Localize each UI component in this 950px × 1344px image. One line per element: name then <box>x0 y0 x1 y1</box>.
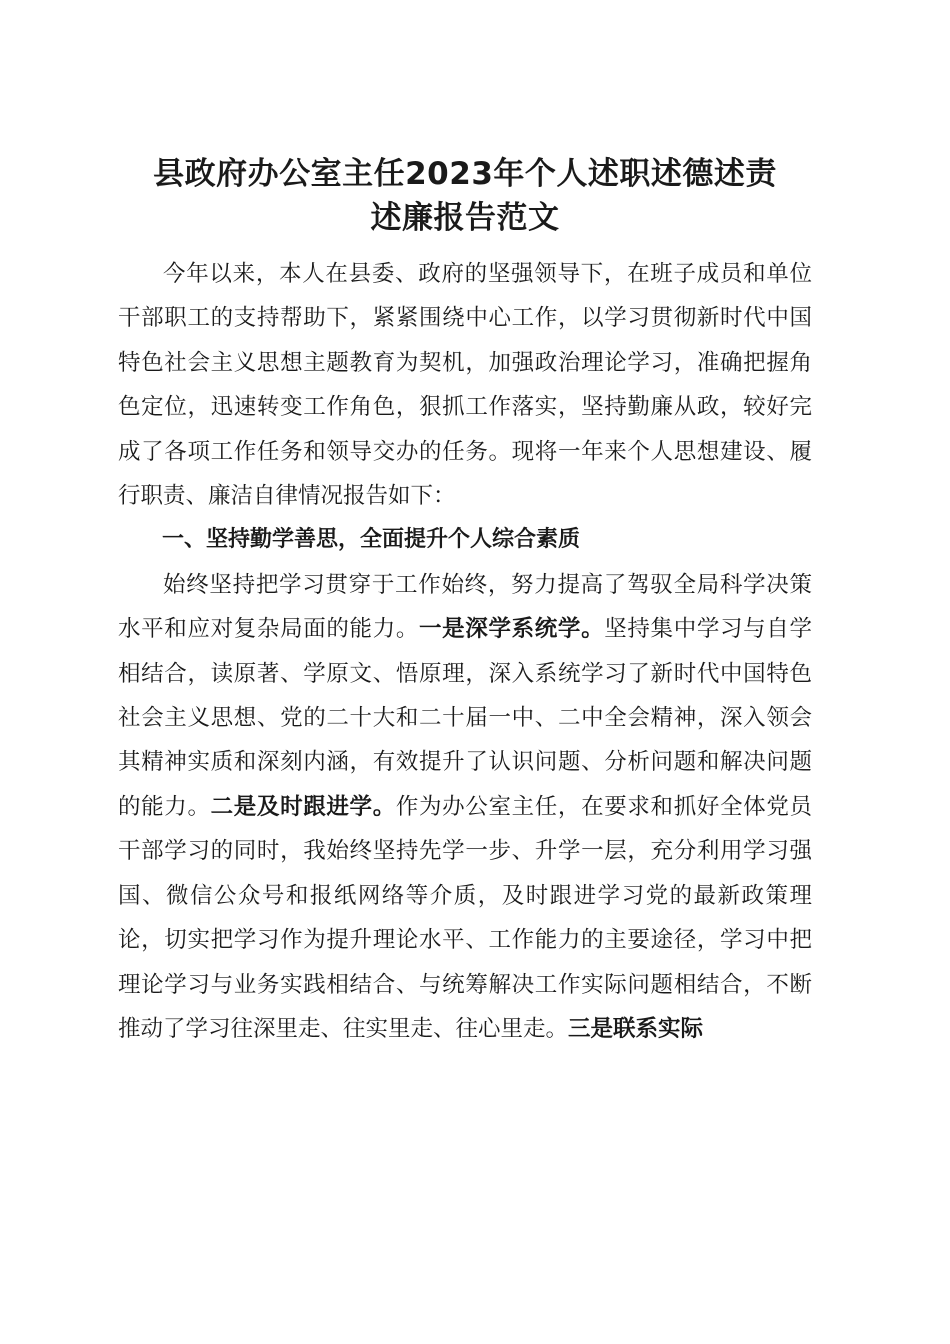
title-line-1: 县政府办公室主任2023年个人述职述德述责 <box>153 156 777 192</box>
section-1-paragraph <box>118 563 812 1051</box>
document-body <box>118 252 812 1051</box>
title-line-2: 述廉报告范文 <box>370 200 560 236</box>
document-title <box>118 152 812 240</box>
intro-paragraph: 今年以来，本人在县委、政府的坚强领导下，在班子成员和单位干部职工的支持帮助下，紧紧围绕中心工作，以学习贯彻新时代中国特色社会主义思想主题教育为契机，加强政治理论学习，准确把握角色定位，迅速转变工作角色，狠抓工作落实，坚持勤廉从政，较好完成了各项工作任务和领导交办的任务。现将一年来个人思想建设、履行职责、廉洁自律情况报告如下： <box>118 261 812 510</box>
point-1-label: 一是深学系统学。 <box>419 616 605 643</box>
point-3-label: 三是联系实际 <box>568 1015 704 1042</box>
point-2-label: 二是及时跟进学。 <box>210 793 396 820</box>
point-1-text: 坚持集中学习与自学相结合，读原著、学原文、悟原理，深入系统学习了新时代中国特色社会主义思想、党的二十大和二十届一中、二中全会精神，深入领会其精神实质和深刻内涵，有效提升了认识问题、分析问题和解决问题的能力。 <box>118 616 812 820</box>
paragraph-text: 始终坚持把学习贯穿于工作始终，努力提高了驾驭全局科学决策水平和应对复杂局面的能力。 <box>118 571 812 643</box>
section-heading-1: 一、坚持勤学善思，全面提升个人综合素质 <box>162 527 581 553</box>
point-2-text: 作为办公室主任，在要求和抓好全体党员干部学习的同时，我始终坚持先学一步、升学一层，充分利用学习强国、微信公众号和报纸网络等介质，及时跟进学习党的最新政策理论，切实把学习作为提升理论水平、工作能力的主要途径，学习中把理论学习与业务实践相结合、与统筹解决工作实际问题相结合，不断推动了学习往深里走、往实里走、往心里走。 <box>118 793 812 1042</box>
document-page <box>118 152 812 1051</box>
